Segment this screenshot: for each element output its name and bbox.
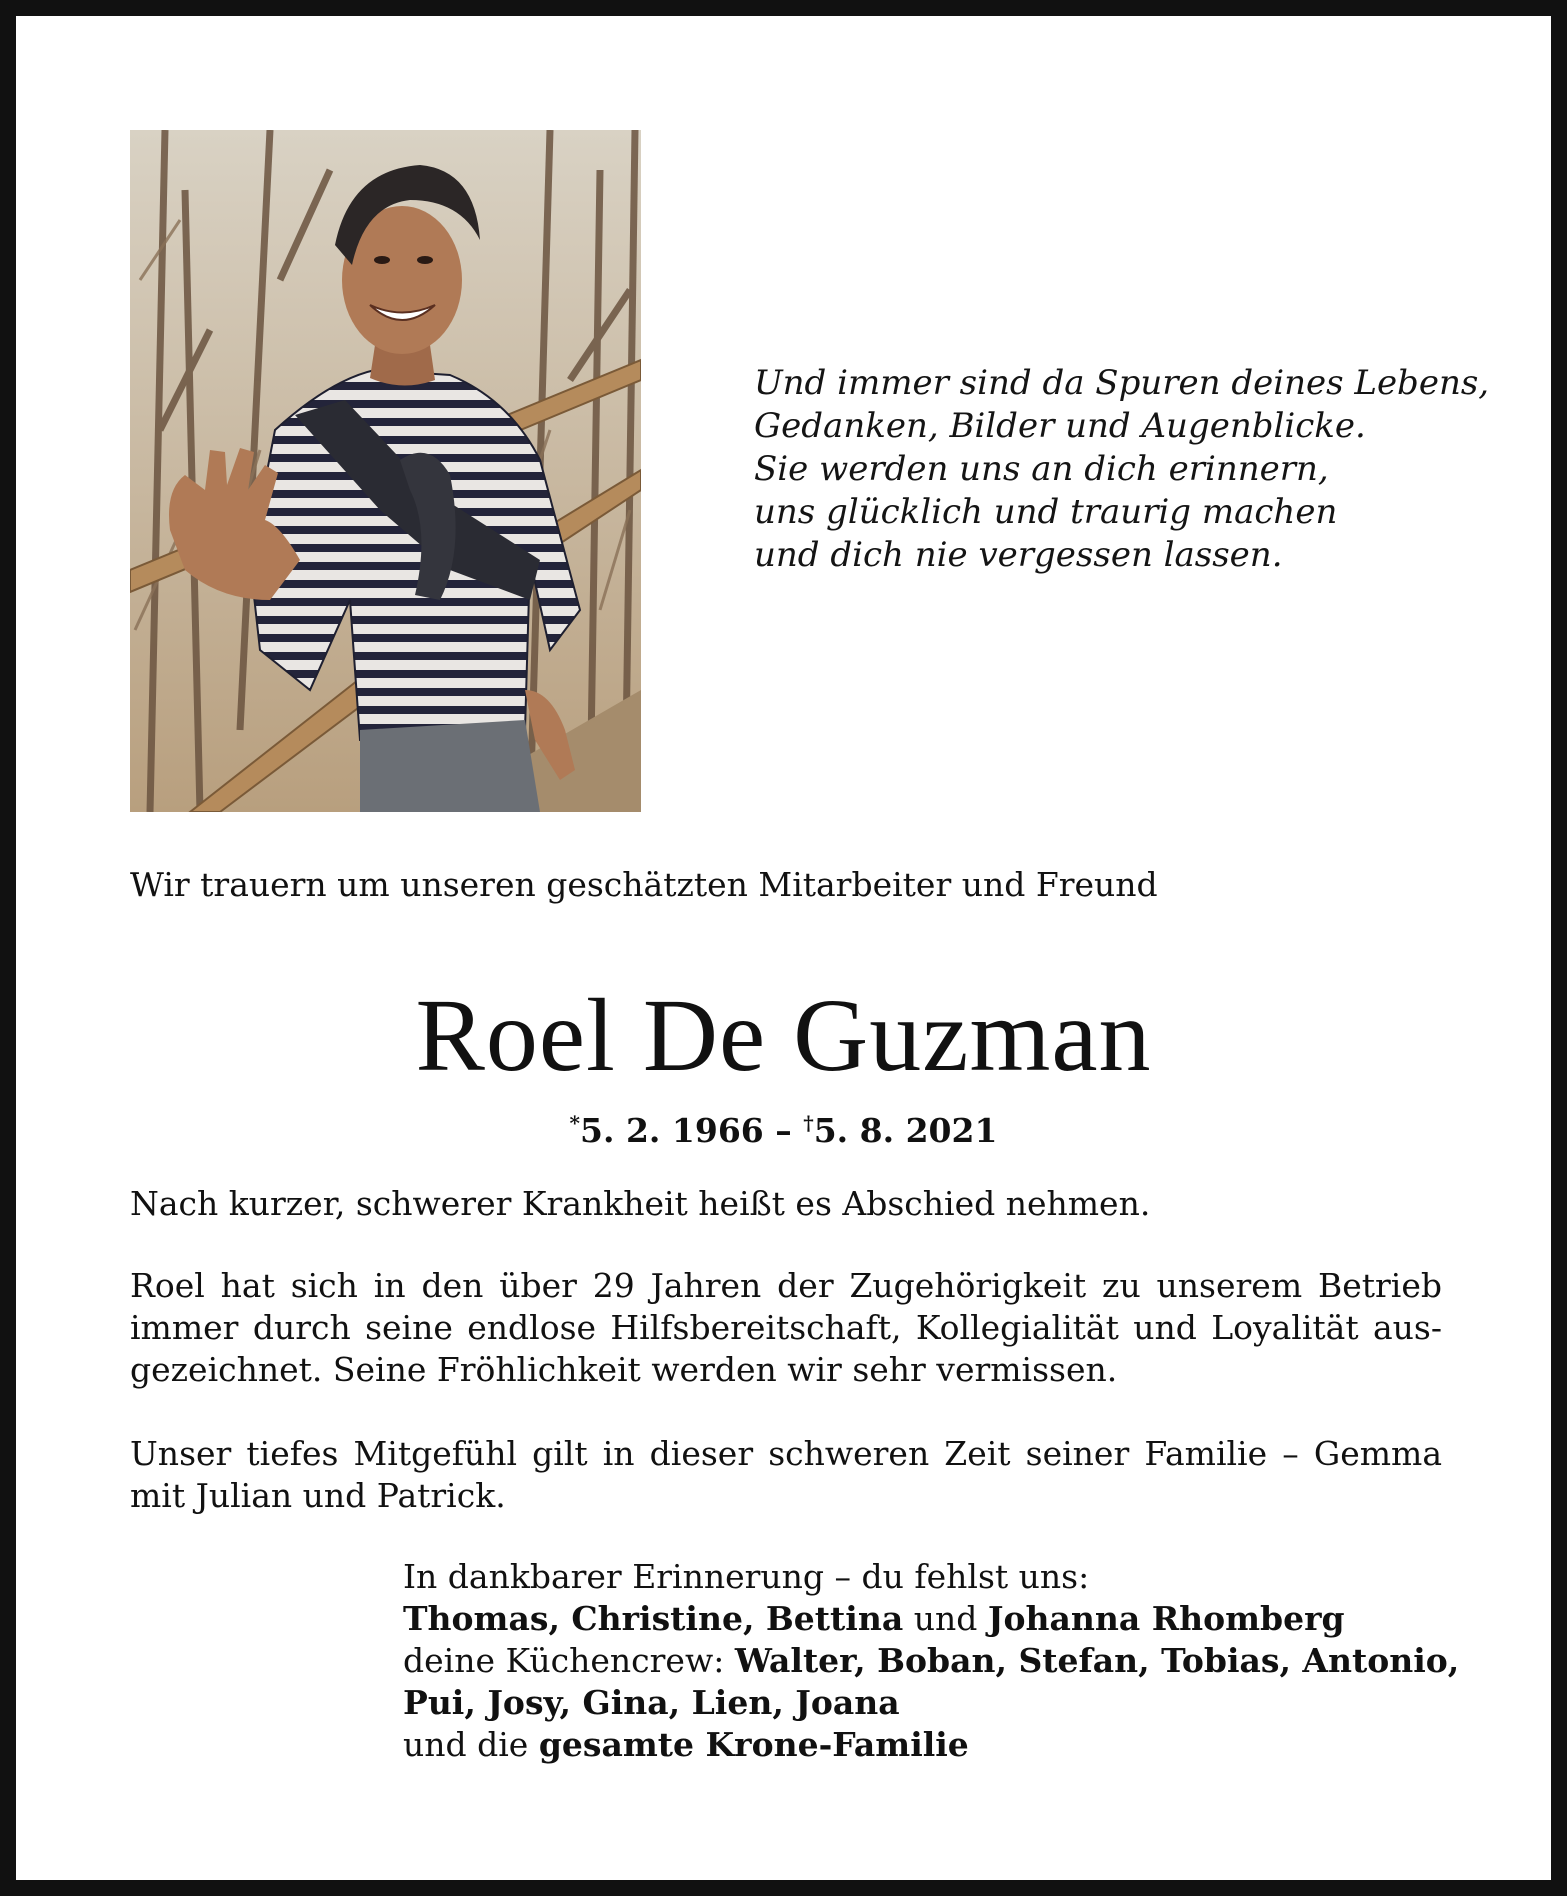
poem-line: und dich nie vergessen lassen. (754, 535, 1283, 575)
birth-date: 5. 2. 1966 (580, 1111, 764, 1150)
signoff-prefix: deine Küchencrew: (403, 1641, 735, 1680)
memorial-poem (754, 362, 1514, 577)
signoff-line-family (403, 1598, 1503, 1640)
paragraph-tribute: Roel hat sich in den über 29 Jahren der Zugehörigkeit zu unserem Betrieb immer durch seine endlose Hilfsbereitschaft, Kollegialität und Loyalität ausgezeichnet. Seine Fröhlichkeit werden wir sehr vermissen. (130, 1266, 1442, 1389)
paragraph-condolence: Unser tiefes Mitgefühl gilt in dieser schweren Zeit seiner Familie – Gemma mit Julian und Patrick. (130, 1434, 1442, 1515)
portrait-photo (130, 130, 641, 812)
signoff-names: Pui, Josy, Gina, Lien, Joana (403, 1683, 900, 1722)
birth-symbol: * (569, 1111, 581, 1135)
signoff-connector: und (903, 1599, 988, 1638)
poem-line: Gedanken, Bilder und Augenblicke. (754, 406, 1366, 446)
date-separator: – (763, 1111, 804, 1150)
paragraph-farewell: Nach kurzer, schwerer Krankheit heißt es Abschied nehmen. (130, 1184, 1151, 1223)
death-symbol: † (803, 1111, 814, 1135)
obituary-card (16, 16, 1551, 1880)
signoff-prefix: und die (403, 1725, 539, 1764)
signoff-names: gesamte Krone-Familie (538, 1725, 969, 1764)
signoff-names: Johanna Rhomberg (987, 1599, 1345, 1638)
poem-line: Sie werden uns an dich erinnern, (754, 449, 1329, 489)
signoff-line-crew-cont (403, 1682, 1503, 1724)
life-dates (16, 1103, 1551, 1151)
deceased-name: Roel De Guzman (415, 978, 1152, 1093)
death-date: 5. 8. 2021 (813, 1111, 998, 1150)
signoff-block (403, 1556, 1503, 1766)
poem-line: Und immer sind da Spuren deines Lebens, (754, 363, 1490, 403)
portrait-illustration (130, 130, 641, 812)
signoff-names: Thomas, Christine, Bettina (403, 1599, 904, 1638)
signoff-line-crew (403, 1640, 1503, 1682)
signoff-lead: In dankbarer Erinnerung – du fehlst uns: (403, 1557, 1090, 1596)
poem-line: uns glücklich und traurig machen (754, 492, 1338, 532)
signoff-names: Walter, Boban, Stefan, Tobias, Antonio, (734, 1641, 1460, 1680)
signoff-line-krone (403, 1724, 1503, 1766)
intro-line: Wir trauern um unseren geschätzten Mitarbeiter und Freund (130, 865, 1158, 904)
